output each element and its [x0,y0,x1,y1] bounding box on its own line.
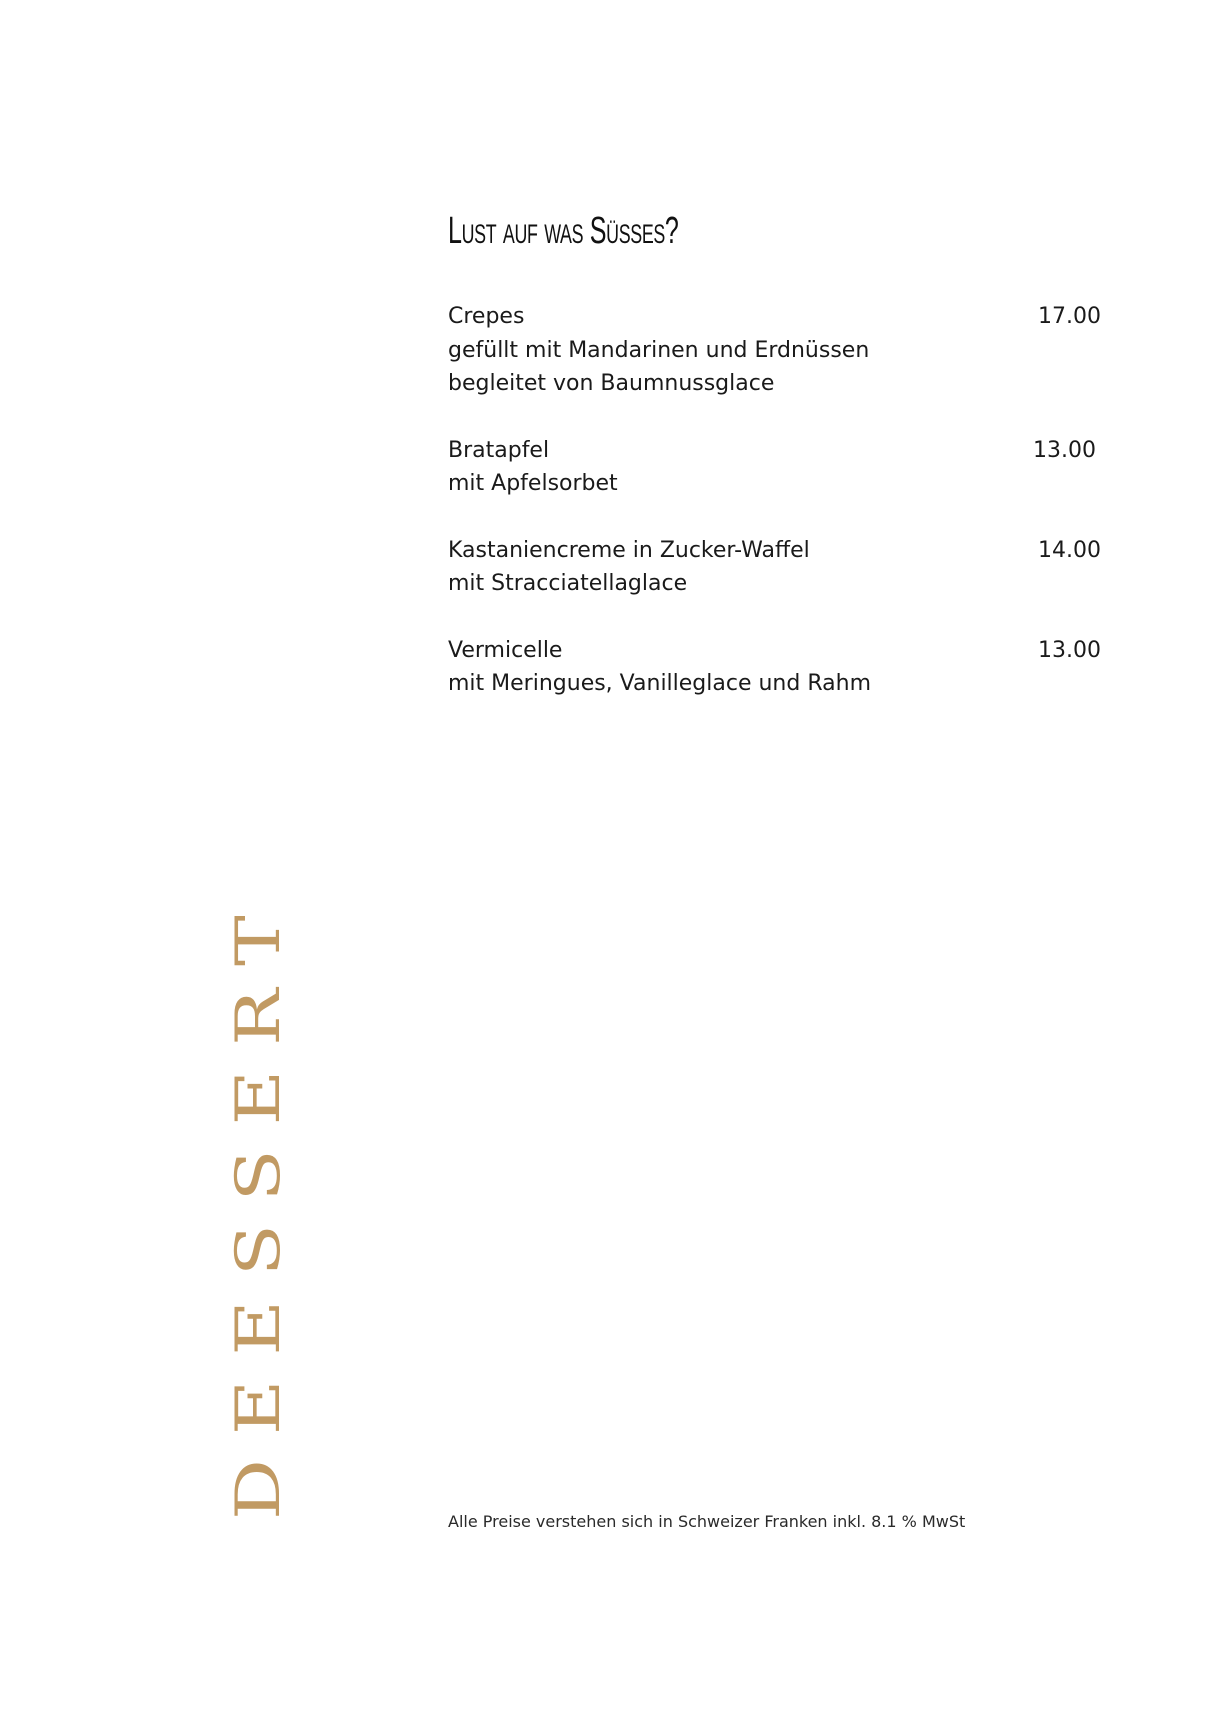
price-footnote: Alle Preise verstehen sich in Schweizer Franken inkl. 8.1 % MwSt [448,1512,966,1531]
menu-item-description: mit Meringues, Vanilleglace und Rahm [448,671,871,696]
menu-item-name: Crepes [448,304,525,329]
menu-item-vermicelle [448,634,1101,701]
menu-item-bratapfel [448,434,1101,501]
menu-item-price: 13.00 [1038,637,1101,663]
menu-item-crepes [448,300,1101,401]
section-title-vertical [217,891,299,1520]
section-title-text: DEESSERT [222,891,294,1520]
menu-item-price: 17.00 [1038,304,1101,329]
menu-item-name: Bratapfel [448,437,550,463]
menu-item-name: Kastaniencreme in Zucker-Waffel [448,537,810,563]
menu-item-price: 14.00 [1038,537,1101,563]
menu-item-description: mit Apfelsorbet [448,471,618,496]
menu-heading: Lust auf was Süsses? [448,210,679,252]
dessert-list [448,300,1101,734]
menu-item-price: 13.00 [1033,437,1096,463]
menu-item-kastaniencreme [448,534,1101,601]
menu-item-description: begleitet von Baumnussglace [448,371,775,396]
menu-item-name: Vermicelle [448,637,563,663]
menu-item-description: gefüllt mit Mandarinen und Erdnüssen [448,337,870,363]
menu-item-description: mit Stracciatellaglace [448,571,688,596]
